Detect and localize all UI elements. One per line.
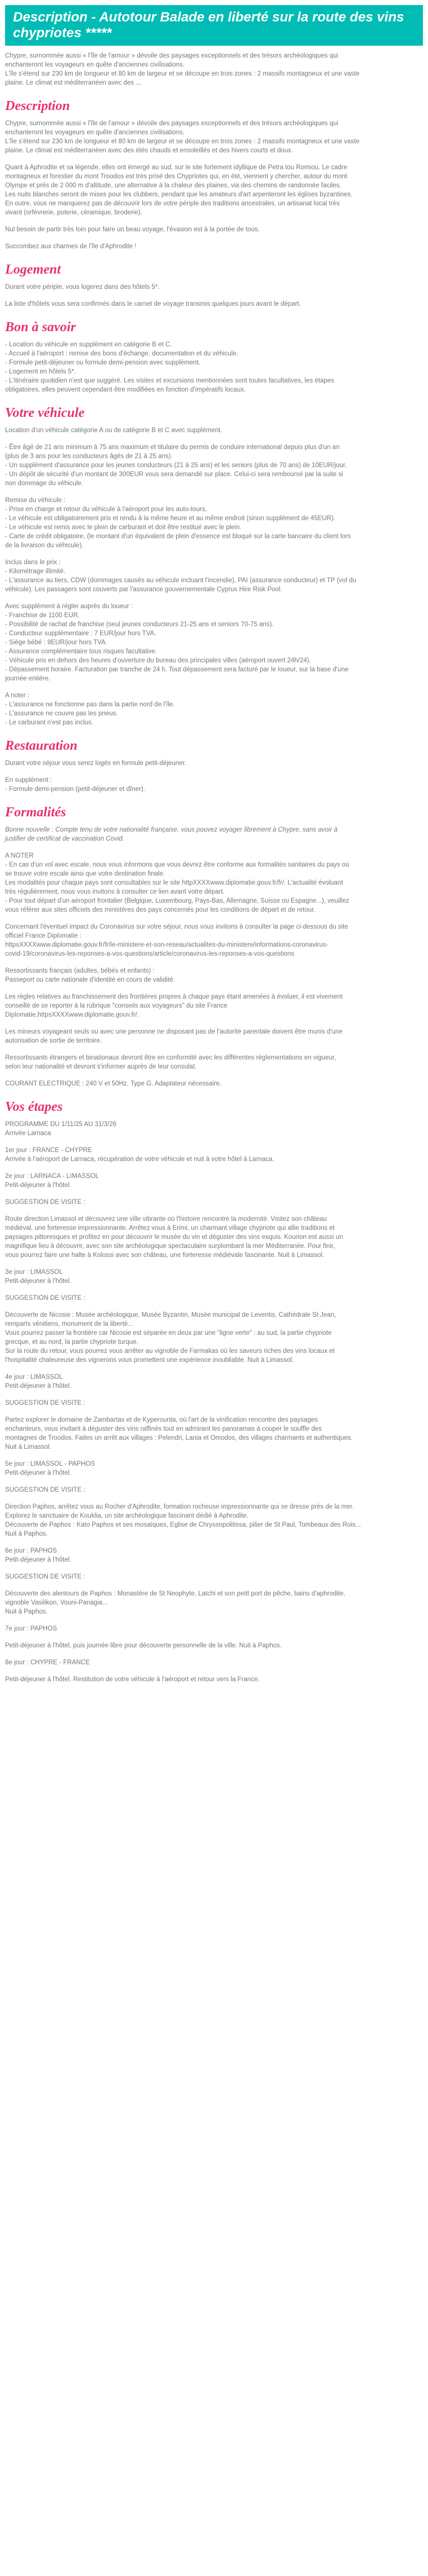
paragraph (5, 1641, 423, 1650)
section (5, 1098, 423, 1684)
text-line: A NOTER (5, 852, 34, 859)
paragraph (5, 283, 423, 292)
text-line: Petit-déjeuner à l'hôtel. Restitution de votre véhicule à l'aéroport et retour vers la France. (5, 1676, 260, 1683)
section (5, 405, 423, 727)
section (5, 737, 423, 794)
paragraph (5, 1460, 423, 1478)
paragraph (5, 163, 423, 217)
text-line: 6e jour : PAPHOS (5, 1548, 57, 1554)
text-line: Les nuits blanches seront de mises pour les clubbers, pendant que les amateurs d'art arpenteront les églises byzantines. (5, 191, 353, 198)
text-line: 5e jour : LIMASSOL - PAPHOS (5, 1461, 95, 1467)
paragraph (5, 1485, 423, 1494)
text-line: SUGGESTION DE VISITE : (5, 1487, 85, 1493)
paragraph (5, 1079, 423, 1088)
text-line: médiéval, une forteresse impressionnante. Arrêtez vous à Erimi, un charmant village chypriote qui allie traditions et (5, 1225, 335, 1232)
text-line: - Carte de crédit obligatoire, (le montant d'un équivalent de plein d'essence est bloqué sur la carte bancaire du client lors (5, 533, 351, 540)
text-line: 8e jour : CHYPRE - FRANCE (5, 1659, 90, 1666)
text-line: Petit-déjeuner à l'hôtel. (5, 1557, 72, 1563)
paragraph (5, 225, 423, 234)
text-line: La liste d'hôtels vous sera confirmés dans le carnet de voyage transmis quelques jours avant le départ. (5, 301, 301, 307)
text-line: journée entière. (5, 675, 50, 682)
paragraph (5, 1373, 423, 1391)
text-line: covid-19/coronavirus-les-reponses-a-vos-questions/article/coronavirus-les-reponses-a-vos-questions (5, 951, 294, 957)
text-line: - Un dépôt de sécurité d'un montant de 300EUR vous sera demandé sur place. Celui-ci sera remboursé par la suite si (5, 471, 343, 478)
text-line: vignoble Vasilikon, Vouni-Panagia... (5, 1599, 108, 1606)
text-line: 4e jour : LIMASSOL (5, 1374, 63, 1381)
text-line: - Kilométrage illimité. (5, 568, 65, 575)
text-line: 7e jour : PAPHOS (5, 1625, 57, 1632)
text-line: Les règles relatives au franchissement des frontières propres à chaque pays étant amenées à évoluer, il est vivement (5, 994, 343, 1000)
paragraph (5, 1675, 423, 1684)
text-line: Découverte des alentours de Paphos : Monastère de St Neophyte, Latchi et son petit port de pêche, bains d'aphrodite, (5, 1590, 346, 1597)
text-line: Les mineurs voyageant seuls ou avec une personne ne disposant pas de l'autorité parentale doivent être munis d'une (5, 1028, 343, 1035)
text-line: - Prise en charge et retour du véhicule à l'aéroport pour les auto-tours. (5, 506, 207, 513)
section (5, 51, 423, 87)
text-line: Explorez le sanctuaire de Kouklia, un site archéologique fascinant dédié à Aphrodite. (5, 1513, 248, 1519)
text-line: Durant votre périple, vous logerez dans des hôtels 5*. (5, 284, 160, 291)
paragraph (5, 1198, 423, 1207)
text-line: SUGGESTION DE VISITE : (5, 1199, 85, 1206)
section-heading: Restauration (5, 738, 78, 753)
section-heading: Votre véhicule (5, 406, 85, 420)
text-line: Ressortissants étrangers et binationaux devront être en conformité avec les différentes réglementations en vigueur, (5, 1054, 336, 1061)
text-line: officiel France Diplomatie : (5, 933, 82, 939)
text-line: - Être âgé de 21 ans minimum à 75 ans maximum et titulaire du permis de conduire international depuis plus d'un an (5, 444, 340, 451)
text-line: - Le véhicule est obligatoirement pris et rendu à la même heure et au même endroit (sinon supplément de 45EUR). (5, 515, 335, 522)
text-line: (plus de 3 ans pour les conducteurs âgés de 21 à 25 ans). (5, 453, 173, 460)
text-line: - Siège bébé : 9EUR/jour hors TVA. (5, 639, 108, 646)
paragraph (5, 992, 423, 1019)
text-line: Découverte de Paphos : Kato Paphos et ses mosaïques, Eglise de Chryssopolitissa, pilier de St Paul, Tombeaux des Rois... (5, 1522, 361, 1528)
text-line: Bonne nouvelle : Compte tenu de votre nationalité française, vous pouvez voyager librement à Chypre, sans avoir à (5, 827, 338, 833)
text-line: Chypre, surnommée aussi « l'île de l'amour » dévoile des paysages exceptionnels et des trésors archéologiques qui (5, 120, 338, 127)
paragraph (5, 1311, 423, 1365)
paragraph (5, 1172, 423, 1190)
text-line: L'île s'étend sur 230 km de longueur et 80 km de largeur et se découpe en trois zones : 2 massifs montagneux et une vaste (5, 138, 360, 145)
text-line: Petit-déjeuner à l'hôtel. (5, 1383, 72, 1390)
text-line: Durant votre séjour vous serez logés en formule petit-déjeuner. (5, 760, 186, 767)
text-line: - Possibilité de rachat de franchise (seul jeunes conducteurs 21-25 ans et seniors 70-75 ans). (5, 621, 274, 628)
paragraph (5, 1572, 423, 1581)
paragraph (5, 922, 423, 959)
paragraph (5, 242, 423, 251)
paragraph (5, 602, 423, 683)
text-line: - Dépassement horaire. Facturation par tranche de 24 h. Tout dépassement sera facturé par le loueur, sur la base d'une (5, 666, 349, 673)
text-line: - Formule petit-déjeuner ou formule demi-pension avec supplément. (5, 359, 200, 366)
paragraph (5, 1294, 423, 1303)
paragraph (5, 119, 423, 155)
text-line: SUGGESTION DE VISITE : (5, 1400, 85, 1406)
text-line: Avec supplément à régler auprès du loueur : (5, 603, 133, 610)
text-line: - L'assurance ne fonctionne pas dans la partie nord de l'île. (5, 701, 175, 708)
content (5, 51, 423, 1684)
text-line: Petit-déjeuner à l'hôtel, puis journée libre pour découverte personnelle de la ville. Nuit à Paphos. (5, 1642, 282, 1649)
text-line: 3e jour : LIMASSOL (5, 1269, 63, 1276)
text-line: remparts vénitiens, monument de la liberté... (5, 1321, 133, 1327)
text-line: Vous pourrez passer la frontière car Nicosie est séparée en deux par une "ligne verte" : au sud, la partie chypriote (5, 1330, 332, 1337)
text-line: Petit-déjeuner à l'hôtel. (5, 1278, 72, 1285)
paragraph (5, 1589, 423, 1616)
text-line: - Un supplément d'assurance pour les jeunes conducteurs (21 à 25 ans) et les seniors (plus de 70 ans) de 10EUR/jour. (5, 462, 347, 469)
text-line: vous pourrez faire une halte à Kolossi avec son château, une forteresse médiévale fascinante. Nuit à Limassol. (5, 1252, 325, 1259)
text-line: magnifique lieu à découvrir, avec son site archéologique spectaculaire surplombant la mer Méditerranée. Pour finir, (5, 1243, 335, 1250)
section (5, 261, 423, 309)
text-line: - En cas d'un vol avec escale, nous vous informons que vous devrez être conforme aux formalités sanitaires du pays où (5, 861, 350, 868)
paragraph (5, 1053, 423, 1071)
text-line: Route direction Limassol et découvrez une ville vibrante où l'histoire rencontre la modernité. Visitez son château (5, 1216, 327, 1223)
section-heading: Bon à savoir (5, 320, 76, 335)
text-line: obligatoires, elles peuvent cependant être modifiées en fonction d'impératifs locaux. (5, 386, 246, 393)
paragraph (5, 51, 423, 87)
text-line: Nul besoin de partir très loin pour faire un beau voyage, l'évasion est à la portée de tous. (5, 226, 260, 233)
text-line: non dommage du véhicule. (5, 480, 84, 487)
text-line: Les modalités pour chaque pays sont consultables sur le site httpXXXXwww.diplomatie.gouv.fr/fr/. L'actualité évoluant (5, 880, 343, 886)
paragraph (5, 759, 423, 768)
text-line: Direction Paphos, arrêtez vous au Rocher d'Aphrodite, formation rocheuse impressionnante qui se dresse près de la mer. (5, 1504, 354, 1510)
text-line: - Accueil à l'aéroport : remise des bons d'échange, documentation et du véhicule. (5, 350, 238, 357)
paragraph (5, 1546, 423, 1564)
text-line: Découverte de Nicosie : Musée archéologique, Musée Byzantin, Musée municipal de Leventis, Cathédrale St Jean, (5, 1312, 337, 1318)
text-line: enchanteront les voyageurs en quête d'anciennes civilisations. (5, 129, 185, 136)
paragraph (5, 1416, 423, 1452)
paragraph (5, 300, 423, 309)
text-line: Succombez aux charmes de l'île d'Aphrodite ! (5, 243, 137, 250)
text-line: Arrivée à l'aéroport de Larnaca, récupération de votre véhicule et nuit à votre hôtel à Larnaca. (5, 1156, 274, 1163)
text-line: très régulièrement, nous vous invitons à consulter ce lien avant votre départ. (5, 889, 225, 895)
text-line: grecque, et au nord, la partie chypriote turque. (5, 1339, 138, 1346)
text-line: - Conducteur supplémentaire : 7 EUR/jour hors TVA. (5, 630, 156, 637)
text-line: - Location du véhicule en supplément en catégorie B et C. (5, 341, 172, 348)
text-line: L'île s'étend sur 230 km de longueur et 80 km de largeur et se découpe en trois zones : 2 massifs montagneux et une vaste (5, 71, 360, 77)
paragraph (5, 1215, 423, 1260)
section-heading: Description (5, 99, 70, 113)
text-line: Nuit à Limassol. (5, 1444, 51, 1450)
paragraph (5, 966, 423, 984)
text-line: plaine. Le climat est méditerranéen avec des étés chauds et ensoleillés et des hivers courts et doux. (5, 147, 294, 154)
text-line: montagnes de Troodos. Faites un arrêt aux villages : Pelendri, Lania et Omodos, des villages charmants et authentiques. (5, 1435, 353, 1441)
paragraph (5, 426, 423, 435)
text-line: Inclus dans le prix : (5, 559, 61, 566)
section-heading: Formalités (5, 805, 67, 820)
text-line: Petit-déjeuner à l'hôtel. (5, 1470, 72, 1476)
text-line: - Le carburant n'est pas inclus. (5, 719, 94, 726)
text-line: Quant à Aphrodite et sa légende, elles ont émergé au sud, sur le site fortement idyllique de Petra tou Romiou. Le cadre (5, 164, 348, 171)
text-line: - Formule demi-pension (petit-déjeuner et dîner). (5, 786, 146, 793)
text-line: Sur la route du retour, vous pourrez vous arrêter au vignoble de Farmakas où les saveurs riches des vins locaux et (5, 1348, 335, 1355)
paragraph (5, 691, 423, 727)
paragraph (5, 1658, 423, 1667)
paragraph (5, 851, 423, 915)
text-line: vous référer aux sites officiels des ministères des pays concernés pour les conditions de départ et de retour. (5, 907, 316, 913)
text-line: A noter : (5, 692, 29, 699)
text-line: En outre, vous ne manquerez pas de découvrir lors de votre périple des traditions ancestrales, un artisanat local très (5, 200, 340, 207)
text-line: montagneux et forestier du mont Troodos est très prisé des Chypriotes qui, en été, viennent y chercher, autour du mont (5, 173, 348, 180)
text-line: conseillé de se reporter à la rubrique "conseils aux voyageurs" du site France (5, 1003, 228, 1009)
paragraph (5, 1502, 423, 1538)
text-line: Olympe et près de 2 000 m d'altitude, une alternative à la chaleur des plaines, via des chemins de randonnée faciles. (5, 182, 342, 189)
text-line: justifier de certificat de vaccination Covid. (5, 836, 124, 842)
text-line: enchanteront les voyageurs en quête d'anciennes civilisations. (5, 61, 185, 68)
section-heading: Logement (5, 262, 61, 277)
text-line: - Logement en hôtels 5*. (5, 368, 76, 375)
text-line: véhicule). Les passagers sont couverts par l'assurance gouvernementale Cyprus Hire Risk Pool. (5, 586, 282, 593)
text-line: l'hospitalité chaleureuse des vignerons vous promettent une expérience inoubliable. Nuit à Limassol. (5, 1357, 294, 1364)
text-line: Petit-déjeuner à l'hôtel. (5, 1182, 72, 1189)
text-line: Remise du véhicule : (5, 497, 65, 504)
paragraph (5, 1268, 423, 1286)
text-line: se trouve votre escale ainsi que votre destination finale. (5, 871, 165, 877)
paragraph (5, 558, 423, 594)
text-line: paysages pittoresques et profitez en pour découvrir le musée du vin et déguster des vins exquis. Kourion est aussi un (5, 1234, 343, 1241)
text-line: - Véhicule pris en dehors des heures d'ouverture du bureau des principales villes (aéroport ouvert 24h/24). (5, 657, 311, 664)
section-heading: Vos étapes (5, 1100, 63, 1114)
text-line: enchanteurs, vous invitant à déguster des vins raffinés tout en admirant les panoramas à couper le souffle des (5, 1426, 322, 1432)
paragraph (5, 340, 423, 394)
paragraph (5, 496, 423, 550)
paragraph (5, 825, 423, 843)
paragraph (5, 1624, 423, 1633)
text-line: Concernant l'éventuel impact du Coronavirus sur votre séjour, nous vous invitons à consulter la page ci-dessous du site (5, 924, 348, 930)
text-line: Passeport ou carte nationale d'identité en cours de validité. (5, 977, 175, 983)
text-line: - Assurance complémentaire tous risques facultative. (5, 648, 158, 655)
text-line: - Franchise de 1100 EUR. (5, 612, 80, 619)
text-line: 1er jour : FRANCE - CHYPRE (5, 1147, 93, 1154)
text-line: Arrivée Larnaca (5, 1130, 51, 1137)
paragraph (5, 1120, 423, 1138)
section (5, 98, 423, 251)
text-line: En supplément : (5, 777, 53, 784)
text-line: SUGGESTION DE VISITE : (5, 1295, 85, 1302)
text-line: PROGRAMME DU 1/11/25 AU 31/3/26 (5, 1121, 117, 1128)
text-line: selon leur nationalité et devront s'informer auprès de leur consulat. (5, 1063, 197, 1070)
text-line: Ressortissants français (adultes, bébés et enfants) : (5, 968, 155, 974)
text-line: Location d'un véhicule catégorie A ou de catégorie B et C avec supplément. (5, 427, 222, 434)
section (5, 804, 423, 1088)
text-line: - L'assurance ne couvre pas les pneus. (5, 710, 118, 717)
page-title: Description - Autotour Balade en liberté sur la route des vins chypriotes ***** (5, 5, 423, 46)
paragraph (5, 1146, 423, 1164)
text-line: Partez explorer le domaine de Zambartas et de Kyperounta, où l'art de la vinification rencontre des paysages (5, 1417, 318, 1423)
text-line: - L'assurance au tiers, CDW (dommages causés au véhicule incluant l'incendie), PAI (assurance conducteur) et TP (vol du (5, 577, 356, 584)
text-line: SUGGESTION DE VISITE : (5, 1573, 85, 1580)
text-line: - Le véhicule est remis avec le plein de carburant et doit être restitué avec le plein. (5, 524, 242, 531)
text-line: httpsXXXXwww.diplomatie.gouv.fr/fr/le-ministere-et-son-reseau/actualites-du-ministere/informations-coronavirus- (5, 942, 329, 948)
text-line: vivant (orfèvrerie, poterie, céramique, broderie). (5, 209, 142, 216)
section (5, 319, 423, 394)
text-line: 2e jour : LARNACA - LIMASSOL (5, 1173, 99, 1180)
text-line: de la livraison du véhicule). (5, 542, 84, 549)
paragraph (5, 1027, 423, 1045)
paragraph (5, 776, 423, 794)
text-line: Chypre, surnommée aussi « l'île de l'amour » dévoile des paysages exceptionnels et des trésors archéologiques qui (5, 52, 338, 59)
text-line: Nuit à Paphos. (5, 1608, 48, 1615)
paragraph (5, 443, 423, 488)
text-line: - Pour tout départ d'un aéroport frontalier (Belgique, Luxembourg, Pays-Bas, Allemagne, Suisse ou Espagne...), veuillez (5, 898, 350, 904)
paragraph (5, 1399, 423, 1408)
text-line: Diplomatie,httpsXXXXwww.diplomatie.gouv.fr/. (5, 1012, 139, 1018)
text-line: - L'itinéraire quotidien n'est que suggéré. Les visites et excursions mentionnées sont toutes facultatives, les étapes (5, 377, 334, 384)
text-line: COURANT ELECTRIQUE : 240 V et 50Hz. Type G. Adaptateur nécessaire. (5, 1080, 222, 1087)
text-line: plaine. Le climat est méditerranéen avec des ... (5, 80, 141, 86)
text-line: Nuit à Paphos. (5, 1531, 48, 1537)
text-line: autorisation de sortie de territoire. (5, 1038, 102, 1044)
